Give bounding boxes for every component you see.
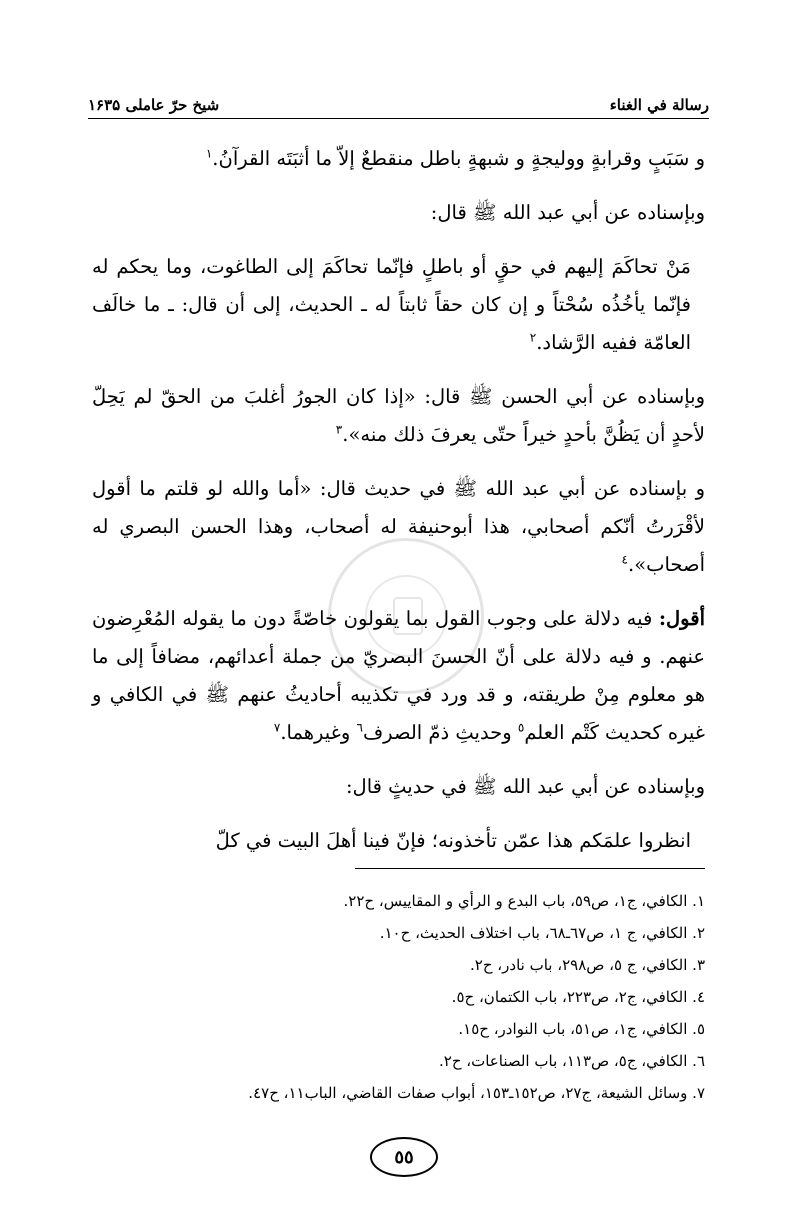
footnote-1: ١. الكافي، ج١، ص٥٩، باب البدع و الرأي و المقاييس، ح٢٢.: [343, 892, 705, 910]
header-author-title: شيخ حرّ عاملی ۱۶۳۵: [88, 96, 220, 114]
paragraph-7: [92, 768, 705, 806]
paragraph-5: [92, 470, 705, 584]
footnote-2: ٢. الكافي، ج ١، ص٦٧ـ٦٨، باب اختلاف الحديث، ح١٠.: [379, 924, 705, 942]
footnote-ref[interactable]: ٢: [529, 330, 537, 345]
footnote-ref[interactable]: ٧: [273, 720, 281, 735]
paragraph-6-mid: وحديثِ ذمّ الصرف: [362, 721, 512, 744]
paragraph-2-text: وبإسناده عن أبي عبد الله ﷺ قال:: [430, 201, 705, 224]
paragraph-3: [92, 248, 705, 362]
paragraph-6: [92, 600, 705, 752]
footnote-ref[interactable]: ٥: [517, 720, 525, 735]
paragraph-6-text: فيه دلالة على وجوب القول بما يقولون خاصّةً دون ما يقوله المُعْرِضون عنهم. و فيه دلالة على أنّ الحسنَ البصريّ من جملة أعدائهم، مضافاً إلى ما هو معلوم مِنْ طريقته، و قد ورد في تكذيبه أحاديثُ عنهم ﷺ في الكافي و غيره كحديث كَتْم العلم: [92, 607, 705, 744]
footnote-ref[interactable]: ٤: [621, 552, 628, 567]
paragraph-6-tail: وغيرهما.: [280, 721, 351, 744]
footnote-ref[interactable]: ٣: [335, 422, 343, 437]
running-header: [88, 88, 709, 114]
footnote-6: ٦. الكافي، ج٥، ص١١٣، باب الصناعات، ح٢.: [438, 1052, 705, 1070]
header-book-title: رسالة في الغناء: [609, 96, 709, 114]
footnote-ref[interactable]: ٦: [356, 720, 363, 735]
footnote-5: ٥. الكافي، ج١، ص٥١، باب النوادر، ح١٥.: [458, 1020, 705, 1038]
paragraph-4-text: وبإسناده عن أبي الحسن ﷺ قال: «إذا كان الجورُ أغلبَ من الحقّ لم يَحِلّ لأحدٍ أن يَظُنَّ بأحدٍ خيراً حتّى يعرفَ ذلك منه».: [92, 385, 705, 446]
footnote-ref[interactable]: ١: [205, 146, 213, 161]
footnotes: [92, 885, 705, 1109]
footnote-7: ٧. وسائل الشيعة، ج٢٧، ص١٥٢ـ١٥٣، أبواب صفات القاضي، الباب١١، ح٤٧.: [248, 1084, 705, 1102]
header-divider: [88, 118, 709, 119]
paragraph-6-lead: أقول:: [658, 607, 705, 630]
paragraph-2: [92, 194, 705, 232]
main-text: [92, 140, 705, 876]
page-number: [370, 1137, 438, 1177]
paragraph-4: [92, 378, 705, 454]
paragraph-8-text: انظروا علمَكم هذا عمّن تأخذونه؛ فإنّ فينا أهلَ البيت في كلّ: [215, 829, 691, 852]
page-number-label: ٥٥: [394, 1146, 414, 1168]
paragraph-1-text: و سَبَبٍ وقرابةٍ ووليجةٍ و شبهةٍ باطل منقطعٌ إلاّ ما أثبَتَه القرآنُ.: [212, 147, 705, 170]
paragraph-8: [92, 822, 705, 860]
paragraph-3-text: مَنْ تحاكَمَ إليهم في حقٍ أو باطلٍ فإنّما تحاكَمَ إلى الطاغوت، وما يحكم له فإنّما يأخُذُه سُحْتاً و إن كان حقاً ثابتاً له ـ الحديث، إلى أن قال: ـ ما خالَف العامّة ففيه الرَّشاد.: [92, 255, 691, 354]
paragraph-1: [92, 140, 705, 178]
footnote-3: ٣. الكافي، ج ٥، ص٢٩٨، باب نادر، ح٢.: [470, 956, 705, 974]
footnote-divider: [355, 868, 705, 869]
paragraph-7-text: وبإسناده عن أبي عبد الله ﷺ في حديثٍ قال:: [345, 775, 705, 798]
footnote-4: ٤. الكافي، ج٢، ص٢٢٣، باب الكتمان، ح٥.: [451, 988, 705, 1006]
paragraph-5-text: و بإسناده عن أبي عبد الله ﷺ في حديث قال: «أما والله لو قلتم ما أقول لأقْرَرتُ أنّكم أصحابي، هذا أبوحنيفة له أصحاب، وهذا الحسن البصري له أصحاب».: [92, 477, 705, 576]
